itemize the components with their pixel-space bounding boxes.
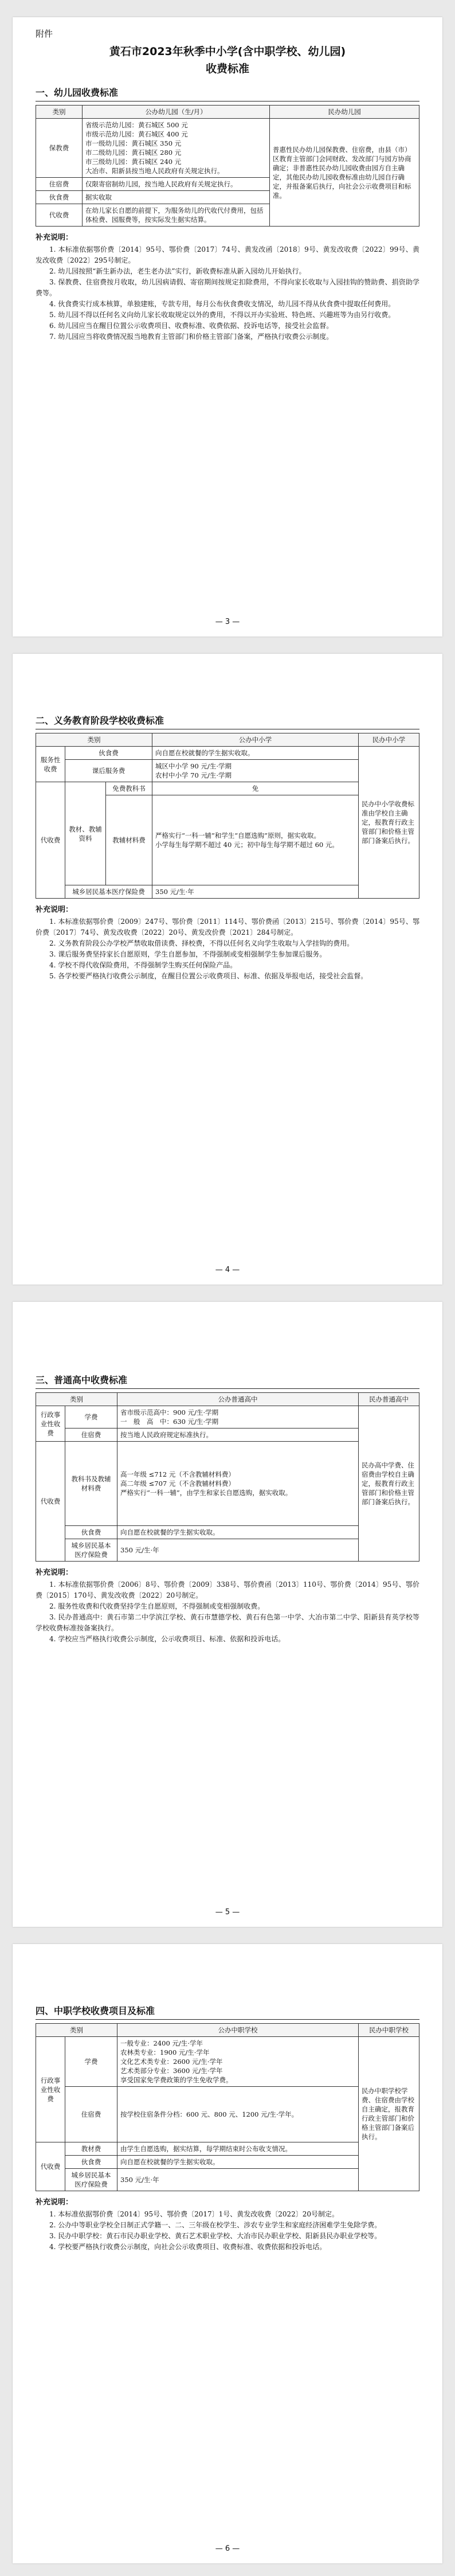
table-row: [36, 119, 419, 178]
private-note: 民办高中学费、住宿费由学校自主确定，报教育行政主管部门和价格主管部门备案后执行。: [359, 1406, 419, 1562]
note-item: 2. 服务性收费和代收费坚持学生自愿原则，不得强制或变相强制收费。: [49, 1602, 265, 1610]
notes-title: 补充说明：: [36, 233, 73, 242]
table-header-row: [36, 106, 419, 119]
section-title: 三、普通高中收费标准: [36, 1375, 128, 1385]
section-divider: [36, 2019, 419, 2020]
kindergarten-fee-table: [36, 105, 419, 227]
table-header-row: [36, 1393, 419, 1406]
group-label: 代收费: [36, 782, 65, 899]
section-title: 一、幼儿园收费标准: [36, 87, 119, 98]
attachment-label: 附件: [36, 29, 53, 39]
page-number: — 5 —: [215, 1908, 240, 1917]
cell-value: 按学校住宿条件分档：600 元、800 元、1200 元/生·学年。: [117, 2087, 359, 2142]
page-number: — 6 —: [215, 2544, 240, 2553]
notes-title: 补充说明：: [36, 2198, 73, 2207]
note-item: 4. 学校应当严格执行收费公示制度，公示收费项目、标准、依据和投诉电话。: [49, 1635, 285, 1643]
cell-value: 按当地人民政府规定标准执行。: [117, 1428, 359, 1442]
page-number: — 3 —: [215, 618, 240, 626]
vocational-fee-table: [36, 2023, 419, 2191]
header-private: 民办中职学校: [359, 2024, 419, 2037]
header-category: 类别: [36, 733, 152, 747]
row-label: 课后服务费: [65, 760, 152, 782]
cell-value: 据实收取: [83, 191, 270, 204]
cell-value: 350 元/生·年: [117, 2169, 359, 2191]
header-category: 类别: [36, 2024, 117, 2037]
note-item: 4. 学校要严格执行收费公示制度，向社会公示收费项目、收费标准、收费依据和投诉电话。: [49, 2243, 327, 2251]
group-label: 服务性收费: [36, 747, 65, 782]
compulsory-fee-table: [36, 733, 419, 899]
row-label: 伙食费: [65, 1526, 117, 1539]
note-item: 6. 幼儿园应当在醒目位置公示收费项目、收费标准、收费依据、投诉电话等，接受社会监督。: [49, 322, 334, 330]
row-label: 保教费: [36, 119, 83, 178]
note-item: 3. 保教费、住宿费按月收取，幼儿因病请假、寄宿期间按规定扣除费用，不得向家长收取与入园挂钩的赞助费、捐资助学费等。: [36, 278, 419, 297]
row-label: 伙食费: [65, 2156, 117, 2169]
row-label: 住宿费: [36, 178, 83, 191]
cell-value: 向自愿在校就餐的学生据实收取。: [152, 747, 359, 760]
table-row: [36, 1406, 419, 1428]
note-item: 5. 幼儿园不得以任何名义向幼儿家长收取规定以外的费用，不得以开办实验班、特色班、兴趣班等为由另行收费。: [49, 311, 395, 319]
header-public: 公办幼儿园（生/月）: [83, 106, 270, 119]
row-label: 城乡居民基本医疗保险费: [65, 885, 152, 899]
note-item: 4. 伙食费实行成本核算，单独建账，专款专用，每月公布伙食费收支情况，幼儿园不得从伙食费中提取任何费用。: [49, 300, 395, 308]
note-item: 1. 本标准依据鄂价费〔2014〕95号、鄂价费〔2017〕74号、黄发改函〔2018〕9号、黄发改收费〔2022〕99号、黄发改收费〔2022〕295号制定。: [36, 245, 419, 264]
section-divider: [36, 101, 419, 102]
private-note: 民办中职学校学费、住宿费由学校自主确定，报教育行政主管部门和价格主管部门备案后执行。: [359, 2037, 419, 2191]
note-item: 1. 本标准依据鄂价费〔2014〕95号、鄂价费〔2017〕1号、黄发改收费〔2022〕20号制定。: [49, 2210, 339, 2218]
row-label: 学费: [65, 2037, 117, 2087]
section-divider: [36, 1388, 419, 1389]
note-item: 3. 民办普通高中：黄石市第二中学滨江学校、黄石市慧德学校、黄石有色第一中学、大冶市第二中学、阳新县育英学校等学校收费标准按备案执行。: [36, 1613, 419, 1632]
page-highschool: [13, 1302, 442, 1927]
document-title: 黄石市2023年秋季中小学(含中职学校、幼儿园): [109, 45, 346, 58]
page-compulsory: [13, 654, 442, 1285]
cell-value: 城区中小学 90 元/生·学期 农村中小学 70 元/生·学期: [152, 760, 359, 782]
note-item: 2. 义务教育阶段公办学校严禁收取借读费、择校费，不得以任何名义向学生收取与入学挂钩的费用。: [49, 939, 354, 947]
row-label: 代收费: [36, 204, 83, 227]
group-label: 代收费: [36, 1442, 65, 1562]
sub-label: 免费教科书: [106, 782, 152, 795]
cell-value: 免: [152, 782, 359, 795]
note-item: 7. 幼儿园应当将收费情况报当地教育主管部门和价格主管部门备案，严格执行收费公示制度。: [49, 333, 334, 341]
private-note: 普惠性民办幼儿园保教费、住宿费，由县（市）区教育主管部门会同财政、发改部门与园方协商确定；非普惠性民办幼儿园收费由园方自主确定，其他民办幼儿园收费标准由幼儿园自行确定，并报备案后执行，向社会公示收费项目和标准。: [270, 119, 419, 227]
header-category: 类别: [36, 106, 83, 119]
cell-value: 省级示范幼儿园：黄石城区 500 元 市级示范幼儿园：黄石城区 400 元 市一级幼儿园：黄石城区 350 元 市二级幼儿园：黄石城区 280 元 市三级幼儿园：黄石城区 240 元 大冶市、阳新县按当地人民政府有关规定执行。: [83, 119, 270, 178]
cell-value: 向自愿在校就餐的学生据实收取。: [117, 1526, 359, 1539]
cell-value: 350 元/生·年: [152, 885, 359, 899]
table-row: [36, 747, 419, 760]
document-title-line2: 收费标准: [205, 63, 249, 75]
section-title: 二、义务教育阶段学校收费标准: [36, 715, 164, 726]
table-row: [36, 2037, 419, 2087]
cell-value: 一般专业：2400 元/生·学年 农林类专业：1900 元/生·学年 文化艺术类专业：2600 元/生·学年 艺术类部分专业：3600 元/生·学年 享受国家免学费政策的学生免收学费。: [117, 2037, 359, 2087]
group-label: 代收费: [36, 2142, 65, 2191]
row-label: 教科书及教辅材料费: [65, 1442, 117, 1526]
row-label: 学费: [65, 1406, 117, 1428]
header-private: 民办中小学: [359, 733, 419, 747]
note-item: 3. 课后服务费坚持家长自愿原则，学生自愿参加，不得强制或变相强制学生参加课后服务。: [49, 950, 327, 958]
section-title: 四、中职学校收费项目及标准: [36, 2005, 155, 2016]
cell-value: 350 元/生·年: [117, 1539, 359, 1562]
header-private: 民办普通高中: [359, 1393, 419, 1406]
highschool-fee-table: [36, 1392, 419, 1562]
notes-title: 补充说明：: [36, 905, 73, 914]
row-label: 住宿费: [65, 2087, 117, 2142]
header-category: 类别: [36, 1393, 117, 1406]
page-number: — 4 —: [215, 1266, 240, 1274]
row-label: 城乡居民基本医疗保险费: [65, 2169, 117, 2191]
note-item: 5. 各学校要严格执行收费公示制度，在醒目位置公示收费项目、标准、依据及举报电话，接受社会监督。: [49, 972, 368, 980]
cell-value: 高一年级 ≤712 元（不含教辅材料费） 高二年级 ≤707 元（不含教辅材料费） 严格实行“一科一辅”，由学生和家长自愿选购，据实收取。: [117, 1442, 359, 1526]
table-header-row: [36, 2024, 419, 2037]
row-label: 伙食费: [36, 191, 83, 204]
note-item: 2. 公办中等职业学校全日制正式学籍一、二、三年级在校学生、涉农专业学生和家庭经济困难学生免除学费。: [49, 2221, 382, 2229]
note-item: 1. 本标准依据鄂价费〔2006〕8号、鄂价费〔2009〕338号、鄂价费函〔2013〕110号、鄂价费〔2014〕95号、鄂价费〔2015〕170号、黄发改收费〔2022〕20号制定。: [36, 1580, 419, 1599]
cell-value: 严格实行“一科一辅”和学生“自愿选购”原则，据实收取。 小学每生每学期不超过 40 元；初中每生每学期不超过 60 元。: [152, 795, 359, 885]
row-label: 教材费: [65, 2142, 117, 2156]
cell-value: 由学生自愿选购，据实结算，每学期结束时公布收支情况。: [117, 2142, 359, 2156]
header-private: 民办幼儿园: [270, 106, 419, 119]
notes-title: 补充说明：: [36, 1568, 73, 1577]
group-label: 行政事业性收费: [36, 1406, 65, 1442]
cell-value: 仅限寄宿制幼儿园，按当地人民政府有关规定执行。: [83, 178, 270, 191]
note-item: 1. 本标准依据鄂价费〔2009〕247号、鄂价费〔2011〕114号、鄂价费函〔2013〕215号、鄂价费〔2014〕95号、鄂价费〔2017〕74号、黄发改收费〔2022〕20号、黄发改价费〔2021〕284号制定。: [36, 918, 419, 936]
page-vocational: [13, 1944, 442, 2563]
row-label: 城乡居民基本医疗保险费: [65, 1539, 117, 1562]
note-item: 2. 幼儿园按照“新生新办法，老生老办法”实行，新收费标准从新入园幼儿开始执行。: [49, 267, 306, 275]
row-label: 教材、教辅资料: [65, 782, 106, 885]
cell-value: 省市级示范高中：900 元/生·学期 一 般 高 中：630 元/生·学期: [117, 1406, 359, 1428]
row-label: 伙食费: [65, 747, 152, 760]
header-public: 公办普通高中: [117, 1393, 359, 1406]
page-kindergarten: [13, 17, 442, 637]
note-item: 3. 民办中职学校：黄石市民办职业学校、黄石艺术职业学校、大冶市民办职业学校、阳新县民办职业学校等。: [49, 2232, 382, 2240]
header-public: 公办中职学校: [117, 2024, 359, 2037]
table-header-row: [36, 733, 419, 747]
private-note: 民办中小学收费标准由学校自主确定，报教育行政主管部门和价格主管部门备案后执行。: [359, 747, 419, 899]
sub-label: 教辅材料费: [106, 795, 152, 885]
cell-value: 向自愿在校就餐的学生据实收取。: [117, 2156, 359, 2169]
row-label: 住宿费: [65, 1428, 117, 1442]
header-public: 公办中小学: [152, 733, 359, 747]
group-label: 行政事业性收费: [36, 2037, 65, 2142]
cell-value: 在幼儿家长自愿的前提下，为服务幼儿的代收代付费用，包括体检费、园服费等，按实际发生据实结算。: [83, 204, 270, 227]
note-item: 4. 学校不得代收保险费用，不得强制学生购买任何保险产品。: [49, 961, 237, 969]
